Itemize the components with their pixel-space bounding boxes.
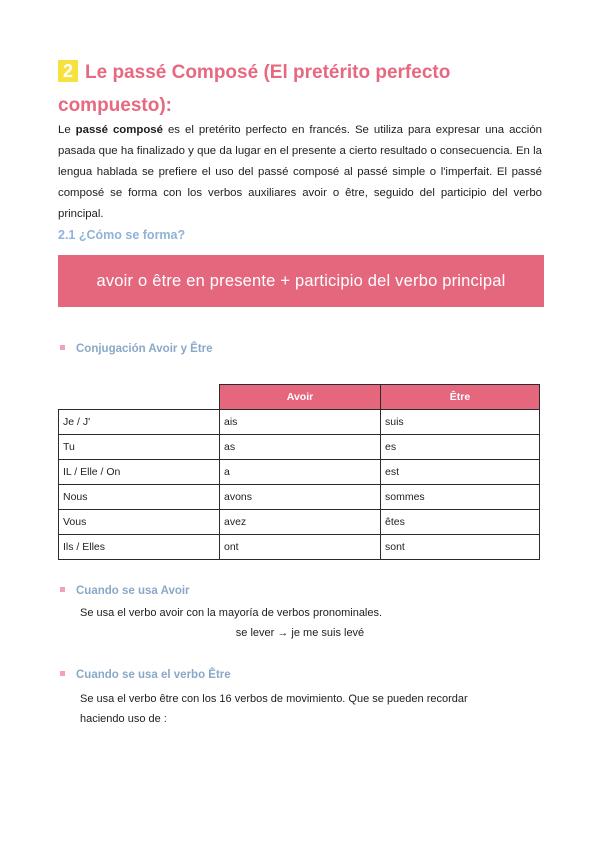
table-header-blank: [59, 385, 220, 410]
conjugation-table: [58, 384, 540, 560]
table-cell-avoir: a: [220, 460, 381, 485]
bullet-square-icon: [60, 587, 65, 592]
bullet-square-icon: [60, 345, 65, 350]
avoir-heading: [60, 585, 190, 597]
etre-title: Cuando se usa el verbo Être: [76, 669, 231, 681]
intro-paragraph: [58, 120, 542, 225]
table-cell-etre: est: [381, 460, 540, 485]
section-number: 2: [58, 60, 78, 82]
table-cell-avoir: ais: [220, 410, 381, 435]
avoir-text: Se usa el verbo avoir con la mayoría de verbos pronominales.: [80, 607, 383, 619]
etre-heading: [60, 669, 231, 681]
table-cell-pronoun: IL / Elle / On: [59, 460, 220, 485]
section-title: Le passé Composé (El pretérito perfecto compuesto):: [58, 62, 451, 116]
table-cell-etre: es: [381, 435, 540, 460]
table-cell-pronoun: Nous: [59, 485, 220, 510]
table-cell-etre: êtes: [381, 510, 540, 535]
table-cell-pronoun: Je / J': [59, 410, 220, 435]
subsection-heading: [58, 228, 185, 242]
table-header-etre: Être: [381, 385, 540, 410]
intro-lead: Le: [58, 124, 76, 136]
table-row: [59, 510, 540, 535]
table-cell-pronoun: Ils / Elles: [59, 535, 220, 560]
table-cell-avoir: ont: [220, 535, 381, 560]
bullet-square-icon: [60, 671, 65, 676]
etre-text-line2: haciendo uso de :: [80, 713, 167, 725]
conjugation-heading: [60, 343, 213, 355]
table-row: [59, 435, 540, 460]
table-header-avoir: Avoir: [220, 385, 381, 410]
table-cell-etre: suis: [381, 410, 540, 435]
conjugation-title: Conjugación Avoir y Être: [76, 343, 213, 355]
formula-banner: avoir o être en presente + participio del verbo principal: [58, 255, 544, 307]
table-cell-etre: sont: [381, 535, 540, 560]
intro-bold-term: passé composé: [75, 124, 163, 136]
table-header-row: [59, 385, 540, 410]
table-cell-avoir: avons: [220, 485, 381, 510]
avoir-example: se lever → je me suis levé: [235, 627, 365, 639]
intro-rest: es el pretérito perfecto en francés. Se utiliza para expresar una acción pasada que ha finalizado y que da lugar en el presente a cierto resultado o consecuencia. En la lengua hablada se prefiere el uso del passé composé al passé simple o l'imperfait. El passé composé se forma con los verbos auxiliares avoir o être, seguido del participio del verbo principal.: [58, 124, 542, 220]
avoir-title: Cuando se usa Avoir: [76, 585, 190, 597]
table-cell-avoir: as: [220, 435, 381, 460]
table-cell-pronoun: Tu: [59, 435, 220, 460]
table-cell-etre: sommes: [381, 485, 540, 510]
subsection-number: 2.1: [58, 228, 76, 242]
table-cell-avoir: avez: [220, 510, 381, 535]
section-heading: [58, 56, 548, 122]
subsection-title: ¿Cómo se forma?: [78, 228, 186, 242]
table-row: [59, 410, 540, 435]
table-cell-pronoun: Vous: [59, 510, 220, 535]
table-row: [59, 535, 540, 560]
table-row: [59, 460, 540, 485]
etre-text-line1: Se usa el verbo être con los 16 verbos de movimiento. Que se pueden recordar: [80, 693, 468, 705]
table-row: [59, 485, 540, 510]
